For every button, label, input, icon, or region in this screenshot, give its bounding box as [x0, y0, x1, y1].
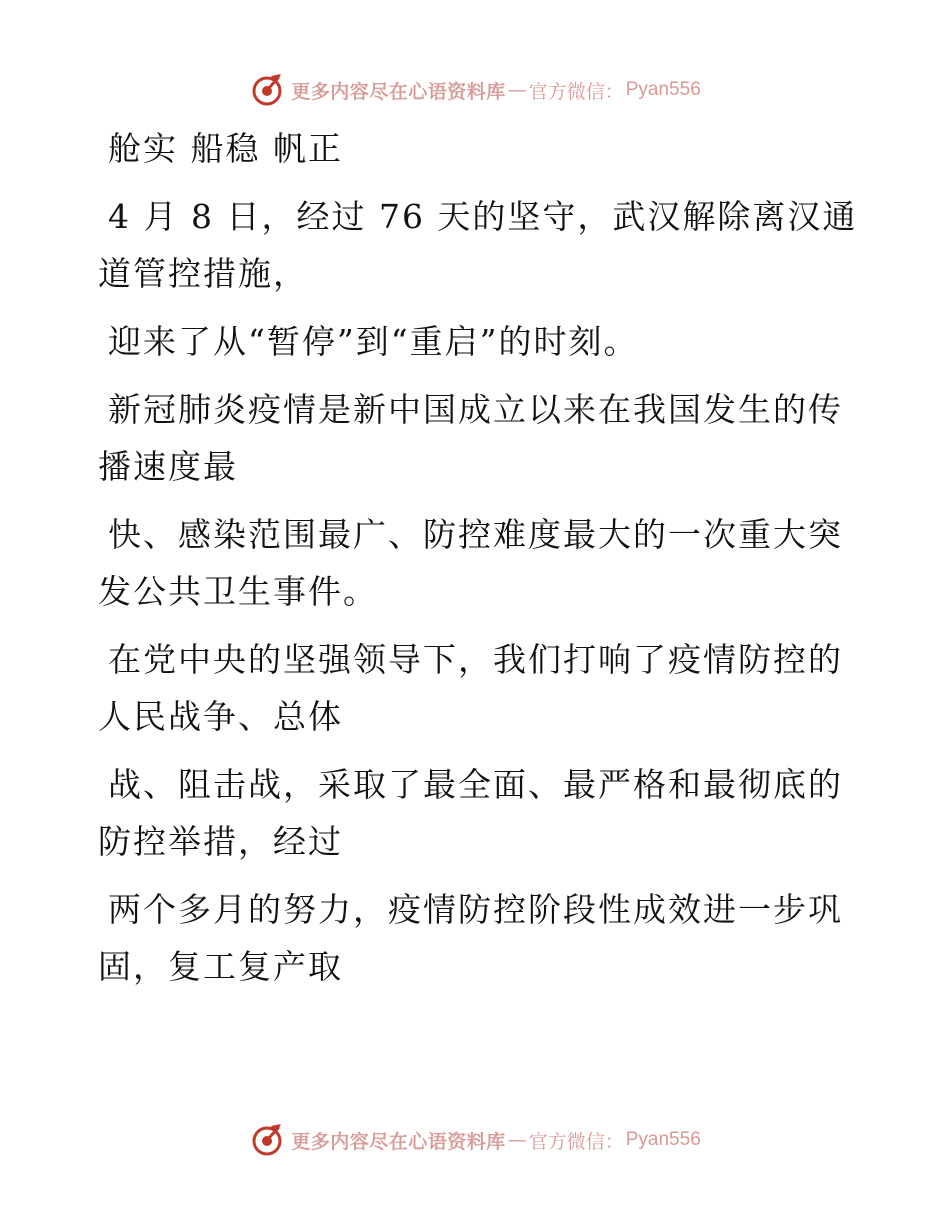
- banner-wechat-label: 官方微信：: [528, 80, 624, 103]
- banner-site-text: 更多内容尽在心语资料库: [291, 1130, 506, 1153]
- article-paragraph: 两个多月的努力，疫情防控阶段性成效进一步巩固，复工复产取: [98, 890, 843, 986]
- pen-circle-logo-icon: [249, 1122, 285, 1158]
- article-paragraph: 战、阻击战，采取了最全面、最严格和最彻底的防控举措，经过: [98, 765, 843, 861]
- banner-wechat-id: Pyan556: [625, 1129, 701, 1150]
- banner-wechat-id: Pyan556: [625, 79, 701, 100]
- article-paragraph: 4 月 8 日，经过 76 天的坚守，武汉解除离汉通道管控措施，: [98, 197, 858, 293]
- article-title-line: 舱实 船稳 帆正: [108, 129, 343, 168]
- article-paragraph: 新冠肺炎疫情是新中国成立以来在我国发生的传播速度最: [98, 390, 843, 486]
- article-paragraph: 在党中央的坚强领导下，我们打响了疫情防控的人民战争、总体: [98, 640, 843, 736]
- footer-banner: [0, 1120, 950, 1160]
- banner-wechat-label: 官方微信：: [528, 1130, 624, 1153]
- banner-site-text: 更多内容尽在心语资料库: [291, 80, 506, 103]
- article-paragraph: 快、感染范围最广、防控难度最大的一次重大突发公共卫生事件。: [98, 515, 843, 611]
- pen-circle-logo-icon: [249, 72, 285, 108]
- banner-separator: —: [507, 79, 527, 101]
- article-body: [98, 120, 858, 1006]
- article-paragraph: 迎来了从“暂停”到“重启”的时刻。: [108, 322, 639, 361]
- header-banner: [0, 70, 950, 110]
- banner-separator: —: [507, 1129, 527, 1151]
